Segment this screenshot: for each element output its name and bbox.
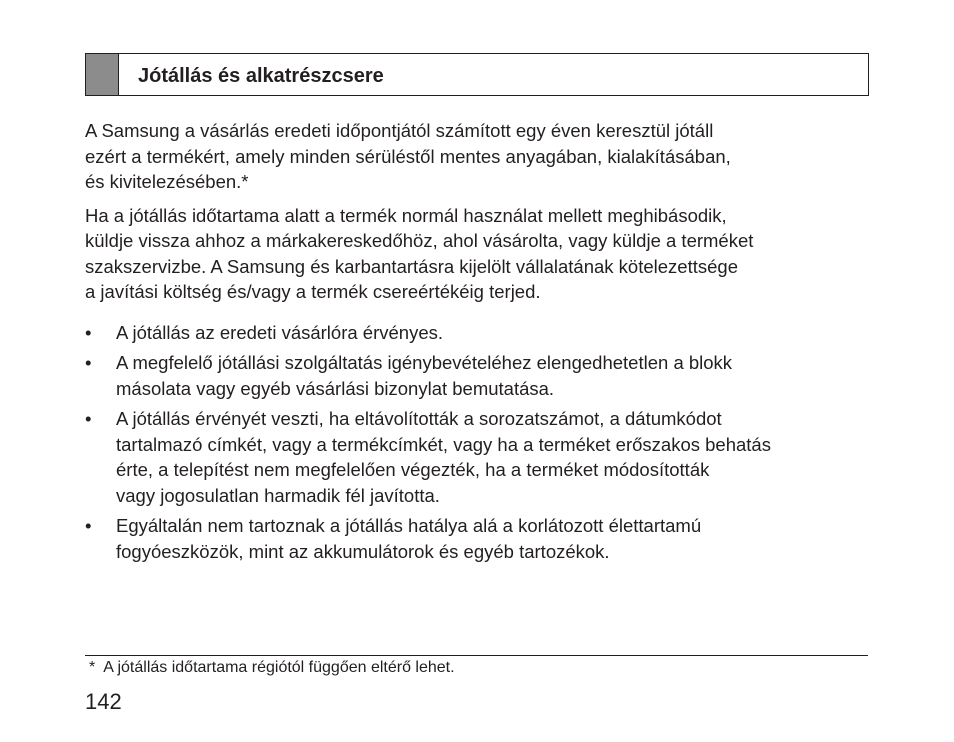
footnote-text: A jótállás időtartama régiótól függően eltérő lehet. (103, 659, 455, 676)
bullet-icon: • (85, 352, 92, 373)
section-title: Jótállás és alkatrészcsere (138, 65, 384, 87)
bullet-icon: • (85, 515, 92, 536)
main-content (85, 118, 875, 569)
paragraph-line: küldje vissza ahhoz a márkakereskedőhöz, ahol vásárolta, vagy küldje a terméket (85, 230, 754, 251)
paragraph-line: és kivitelezésében.* (85, 171, 249, 192)
list-item-line: A megfelelő jótállási szolgáltatás igénybevételéhez elengedhetetlen a blokk (116, 352, 733, 373)
list-item-line: A jótállás az eredeti vásárlóra érvényes. (116, 321, 444, 343)
list-item (85, 406, 875, 508)
list-item-line: Egyáltalán nem tartoznak a jótállás hatálya alá a korlátozott élettartamú (116, 515, 702, 536)
paragraph (85, 203, 875, 305)
paragraph-line: Ha a jótállás időtartama alatt a termék normál használat mellett meghibásodik, (85, 204, 727, 226)
list-item-line: A jótállás érvényét veszti, ha eltávolították a sorozatszámot, a dátumkódot (116, 408, 722, 429)
bullet-list (85, 320, 875, 565)
list-item (85, 320, 875, 346)
footnote-divider (85, 655, 868, 656)
page-number: 142 (85, 689, 122, 714)
footnote (89, 658, 455, 678)
list-item-line: másolata vagy egyéb vásárlási bizonylat bemutatása. (116, 377, 555, 399)
section-header-tab (86, 54, 119, 95)
paragraph-line: ezért a termékért, amely minden sérüléstől mentes anyagában, kialakításában, (85, 145, 731, 167)
footnote-asterisk: * (89, 659, 96, 676)
paragraph-line: a javítási költség és/vagy a termék csereértékéig terjed. (85, 281, 541, 302)
paragraph (85, 118, 875, 195)
paragraph-line: szakszervizbe. A Samsung és karbantartásra kijelölt vállalatának kötelezettsége (85, 255, 738, 277)
list-item-line: fogyóeszközök, mint az akkumulátorok és egyéb tartozékok. (116, 540, 610, 562)
bullet-icon: • (85, 408, 92, 429)
list-item-line: tartalmazó címkét, vagy a termékcímkét, vagy ha a terméket erőszakos behatás (116, 433, 771, 455)
bullet-icon: • (85, 321, 92, 343)
section-header (85, 53, 869, 96)
list-item-line: érte, a telepítést nem megfelelően végezték, ha a terméket módosították (116, 459, 710, 480)
list-item (85, 350, 875, 401)
list-item (85, 513, 875, 564)
list-item-line: vagy jogosulatlan harmadik fél javította. (116, 484, 440, 506)
paragraph-line: A Samsung a vásárlás eredeti időpontjától számított egy éven keresztül jótáll (85, 120, 714, 141)
